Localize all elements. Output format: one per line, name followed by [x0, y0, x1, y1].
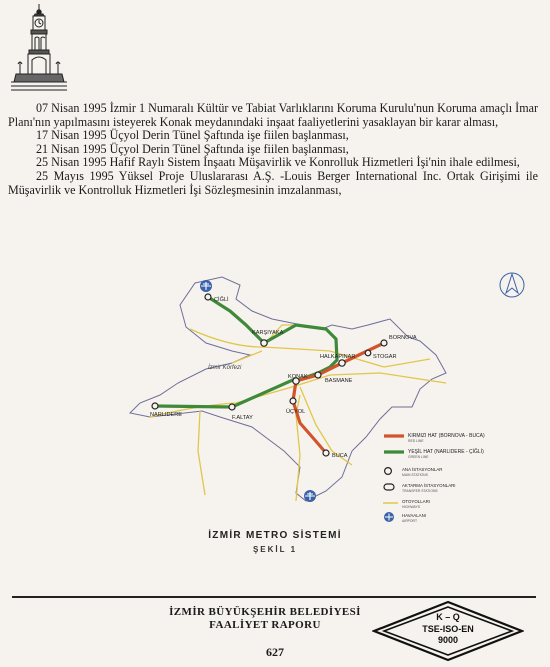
- station-label-faltay: F.ALTAY: [232, 415, 253, 421]
- organization-name: [140, 606, 390, 631]
- station-label-halkapinar: HALKAPINAR: [320, 354, 356, 360]
- certification-text: [372, 612, 524, 647]
- legend-red-line-en: RED LINE: [408, 439, 424, 443]
- page-number: 627: [266, 645, 284, 659]
- station-faltay: [229, 404, 235, 410]
- clock-tower-logo: [8, 2, 70, 94]
- legend-red-line: KIRMIZI HAT (BORNOVA - BUCA): [408, 433, 485, 439]
- legend-green-line-en: GREEN LINE: [408, 455, 429, 459]
- station-label-stogar: STOGAR: [373, 354, 397, 360]
- station-label-konak: KONAK: [288, 374, 308, 380]
- station-label-karsiyaka: KARŞIYAKA: [252, 330, 284, 336]
- station-buca: [323, 450, 329, 456]
- station-ucyol: [290, 398, 296, 404]
- legend-transfer-stations-en: TRANSFER STATIONS: [402, 489, 438, 493]
- legend-airports-en: AIRPORT: [402, 519, 418, 523]
- legend-main-stations: ANA İSTASYONLAR: [402, 467, 443, 472]
- legend-green-line: YEŞİL HAT (NARLIDERE - ÇİĞLİ): [408, 449, 484, 455]
- org-line-2: FAALİYET RAPORU: [209, 618, 321, 631]
- footer-divider: [12, 596, 536, 598]
- paragraph: 25 Mayıs 1995 Yüksel Proje Uluslararası A.Ş. -Louis Berger International Inc. Ortak Girişimi ile Müşavirlik ve Kontrolluk Hizmetleri İşi Sözleşmesinin imzalanması,: [8, 168, 538, 197]
- paragraph: 07 Nisan 1995 İzmir 1 Numaralı Kültür ve Tabiat Varlıklarını Koruma Kurulu'nun Koruma amaçlı İmar Planı'nın yapılmasını isteyerek Konak meydanındaki inşaat faaliyetlerini yasaklayan bir karar alması,: [8, 101, 538, 129]
- map-title: İZMİR METRO SİSTEMİ: [208, 530, 342, 541]
- paragraph: 21 Nisan 1995 Üçyol Derin Tünel Şaftında işe fiilen başlanması,: [36, 141, 349, 156]
- station-basmane: [315, 372, 321, 378]
- figure-label: ŞEKİL 1: [252, 545, 298, 554]
- map-legend: [383, 433, 485, 523]
- paragraph: 17 Nisan 1995 Üçyol Derin Tünel Şaftında işe fiilen başlanması,: [36, 128, 349, 143]
- cert-line-2: TSE-ISO-EN: [422, 623, 474, 634]
- airport-icon: [200, 280, 212, 292]
- station-stogar: [365, 350, 371, 356]
- body-text: [8, 102, 538, 197]
- station-label-cigli: ÇİĞLİ: [214, 297, 229, 303]
- legend-highways: OTOYOLLARI: [402, 499, 430, 504]
- station-halkapinar: [339, 360, 345, 366]
- legend-airports: HAVAALANI: [402, 513, 426, 518]
- station-bornova: [381, 340, 387, 346]
- station-cigli: [205, 294, 211, 300]
- airport-icon: [304, 490, 316, 502]
- station-karsiyaka: [261, 340, 267, 346]
- cert-line-3: 9000: [437, 635, 459, 645]
- org-line-1: İZMİR BÜYÜKŞEHİR BELEDİYESİ: [169, 606, 361, 618]
- station-label-ucyol: ÜÇYOL: [286, 409, 306, 415]
- legend-transfer-stations: AKTARMA İSTASYONLARI: [402, 483, 456, 488]
- cert-line-1: K – Q: [436, 612, 460, 622]
- city-boundary: [130, 277, 446, 501]
- legend-highways-en: HIGHWAYS: [402, 505, 421, 509]
- station-label-buca: BUCA: [332, 453, 348, 459]
- paragraph: 25 Nisan 1995 Hafif Raylı Sistem İnşaatı Müşavirlik ve Konrolluk Hizmetleri İşi'nin ihale edilmesi,: [36, 155, 520, 170]
- legend-main-stations-en: MAIN STATIONS: [402, 473, 428, 477]
- station-narlidere: [152, 403, 158, 409]
- station-label-narlidere: NARLIDERE: [150, 412, 183, 418]
- north-arrow-icon: [500, 273, 524, 297]
- station-label-bornova: BORNOVA: [389, 335, 417, 341]
- station-label-basmane: BASMANE: [325, 378, 353, 384]
- gulf-label: İzmir Körfezi: [208, 365, 242, 371]
